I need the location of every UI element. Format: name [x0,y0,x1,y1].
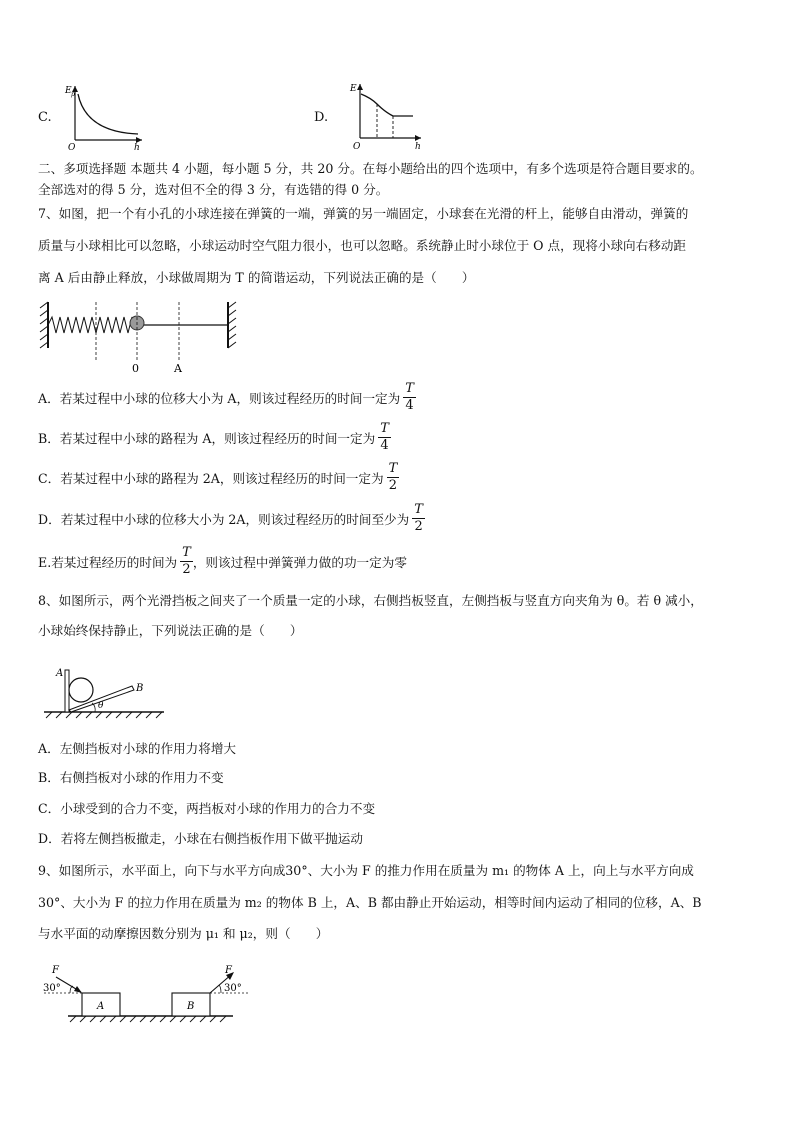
q9-line2: 30°、大小为 F 的拉力作用在质量为 m₂ 的物体 B 上，A、B 都由静止开始运动，相等时间内运动了相同的位移，A、B [38,895,702,910]
q8-label-b: B [136,683,144,694]
q8-option-d: D．若将左侧挡板撤走，小球在右侧挡板作用下做平抛运动 [38,831,363,846]
graph-c-ylabel: E [65,86,72,96]
q9-line1: 9、如图所示，水平面上，向下与水平方向成30°、大小为 F 的推力作用在质量为 m₁ 的物体 A 上，向上与水平方向成 [38,863,694,878]
graph-c [60,82,145,152]
graph-d [345,80,425,152]
q7-option-a-fraction: $\frac{T}{4}$ [405,381,414,413]
q7-spring-figure [38,298,248,376]
q9-angle-b: 30° [224,983,242,994]
graph-d-xlabel: h [415,142,421,152]
q7-line3: 离 A 后由静止释放，小球做周期为 T 的简谐运动，下列说法正确的是（ ） [38,270,475,285]
q7-line1: 7、如图，把一个有小孔的小球连接在弹簧的一端，弹簧的另一端固定，小球套在光滑的杆上，能够自由滑动，弹簧的 [38,206,689,221]
q9-blocks-figure [38,960,258,1030]
q7-option-b-fraction: $\frac{T}{4}$ [380,421,389,453]
q7-option-e-fraction: $\frac{T}{2}$ [182,545,191,577]
graph-c-origin: O [68,143,76,152]
q7-option-d [38,503,425,534]
q8-plates-figure [40,660,170,722]
q9-angle-a: 30° [43,983,61,994]
q7-label-a: A [174,362,182,375]
graph-d-ylabel: E [350,84,357,94]
section2-line1: 二、多项选择题 本题共 4 小题，每小题 5 分，共 20 分。在每小题给出的四个选项中，有多个选项是符合题目要求的。 [38,161,703,176]
q8-line2: 小球始终保持静止，下列说法正确的是（ ） [38,623,303,638]
q9-block-a: A [97,1001,105,1012]
q9-block-b: B [187,1001,195,1012]
q7-option-b [38,422,391,453]
q7-option-e [38,546,407,577]
q8-label-a: A [56,668,64,679]
q8-option-a: A．左侧挡板对小球的作用力将增大 [38,741,237,756]
q7-option-c-fraction: $\frac{T}{2}$ [388,461,398,493]
q9-force-a: F [52,965,59,976]
q8-option-b: B．右侧挡板对小球的作用力不变 [38,770,224,785]
q8-label-theta: θ [98,701,104,711]
q7-option-e-pre: E.若某过程经历的时间为 [38,555,178,570]
q8-option-c: C．小球受到的合力不变，两挡板对小球的作用力的合力不变 [38,801,376,816]
option-d-label: D. [314,110,329,125]
q7-line2: 质量与小球相比可以忽略，小球运动时空气阻力很小，也可以忽略。系统静止时小球位于 O 点，现将小球向右移动距 [38,238,687,253]
q7-option-b-text: B．若某过程中小球的路程为 A，则该过程经历的时间一定为 [38,431,376,446]
q7-option-c [38,462,399,493]
q7-option-a [38,382,416,413]
graph-c-xlabel: h [134,143,140,152]
q7-option-e-post: ，则该过程中弹簧弹力做的功一定为零 [192,555,407,570]
q7-option-d-text: D．若某过程中小球的位移大小为 2A，则该过程经历的时间至少为 [38,512,410,527]
option-c-label: C. [38,110,52,125]
q7-option-c-text: C．若某过程中小球的路程为 2A，则该过程经历的时间一定为 [38,471,384,486]
q7-option-d-fraction: $\frac{T}{2}$ [414,502,423,534]
q9-force-b: F [225,965,232,976]
section2-line2: 全部选对的得 5 分，选对但不全的得 3 分，有选错的得 0 分。 [38,182,389,197]
graph-d-origin: O [353,142,361,152]
q7-label-o: 0 [132,362,139,375]
q7-option-a-text: A．若某过程中小球的位移大小为 A，则该过程经历的时间一定为 [38,391,401,406]
q9-line3: 与水平面的动摩擦因数分别为 μ₁ 和 μ₂，则（ ） [38,926,329,941]
q8-line1: 8、如图所示，两个光滑挡板之间夹了一个质量一定的小球，右侧挡板竖直，左侧挡板与竖直方向夹角为 θ。若 θ 减小， [38,593,703,608]
graph-c-ysub: p [71,91,75,98]
